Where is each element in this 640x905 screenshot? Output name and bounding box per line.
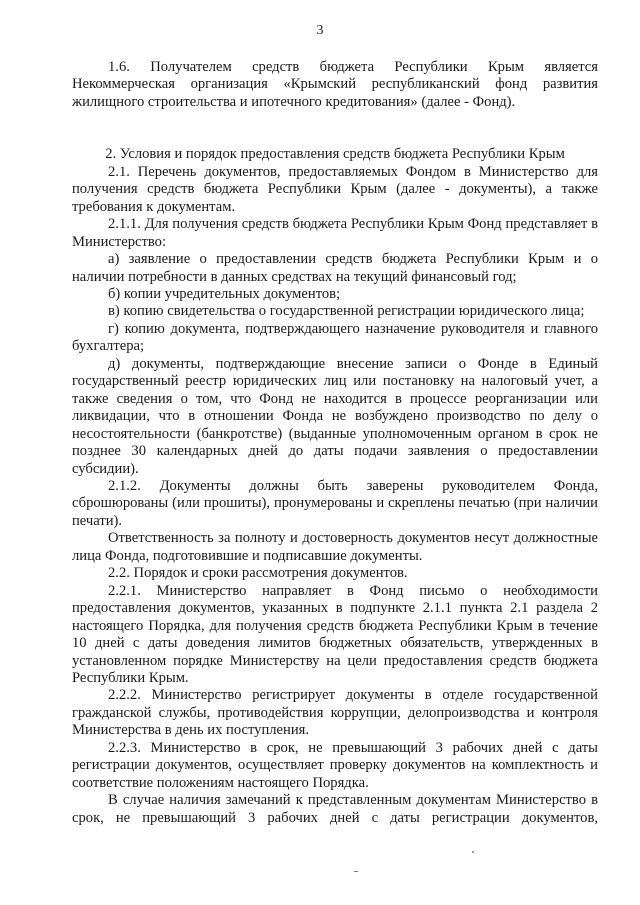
paragraph-remarks: В случае наличия замечаний к представленным документам Министерство в срок, не превышающий 3 рабочих дней с даты регистрации документов, bbox=[72, 792, 598, 826]
paragraph-2-1-2: 2.1.2. Документы должны быть заверены руководителем Фонда, сброшюрованы (или прошиты), пронумерованы и скреплены печатью (при наличии печати). bbox=[72, 477, 598, 529]
paragraph-2-2-2: 2.2.2. Министерство регистрирует документы в отделе государственной гражданской службы, противодействия коррупции, делопроизводства и контроля Министерства в день их поступления. bbox=[72, 687, 598, 739]
paragraph-responsibility: Ответственность за полноту и достоверность документов несут должностные лица Фонда, подготовившие и подписавшие документы. bbox=[72, 530, 598, 564]
paragraph-2-1-1: 2.1.1. Для получения средств бюджета Республики Крым Фонд представляет в Министерство: bbox=[72, 216, 598, 250]
paragraph-2-2-3: 2.2.3. Министерство в срок, не превышающий 3 рабочих дней с даты регистрации документов, осуществляет проверку документов на комплектность и соответствие положениям настоящего Порядка. bbox=[72, 739, 598, 791]
paragraph-2-1: 2.1. Перечень документов, предоставляемых Фондом в Министерство для получения средств бюджета Республики Крым (далее - документы), а также требования к документам. bbox=[72, 163, 598, 215]
scan-speck bbox=[354, 871, 358, 872]
list-item-b: б) копии учредительных документов; bbox=[108, 285, 341, 302]
section-2-heading: 2. Условия и порядок предоставления средств бюджета Республики Крым bbox=[105, 146, 565, 163]
list-item-a: а) заявление о предоставлении средств бюджета Республики Крым и о наличии потребности в данных средствах на текущий финансовый год; bbox=[72, 251, 598, 285]
list-item-g: г) копию документа, подтверждающего назначение руководителя и главного бухгалтера; bbox=[72, 320, 598, 355]
list-item-v: в) копию свидетельства о государственной регистрации юридического лица; bbox=[108, 303, 585, 320]
list-item-d: д) документы, подтверждающие внесение записи о Фонде в Единый государственный реестр юридических лиц или постановку на налоговый учет, а также сведения о том, что Фонд не находится в процессе реорганизации или ликвидации, что в отношении Фонда не возбуждено производство по делу о несостоятельности (банкротстве) (выданные уполномоченным органом в срок не позднее 30 календарных дней до даты подачи заявления о предоставлении субсидии). bbox=[72, 355, 598, 477]
page-number: 3 bbox=[316, 23, 324, 38]
paragraph-2-2-1: 2.2.1. Министерство направляет в Фонд письмо о необходимости предоставления документов, указанных в подпункте 2.1.1 пункта 2.1 раздела 2 настоящего Порядка, для получения средств бюджета Республики Крым в течение 10 дней с даты доведения лимитов бюджетных обязательств, утвержденных в установленном порядке Министерству на цели предоставления средств бюджета Республики Крым. bbox=[72, 582, 598, 686]
paragraph-2-2: 2.2. Порядок и сроки рассмотрения документов. bbox=[108, 565, 408, 582]
document-body bbox=[72, 59, 598, 827]
scan-speck bbox=[472, 851, 474, 853]
paragraph-1-6: 1.6. Получателем средств бюджета Республики Крым является Некоммерческая организация «Крымский республиканский фонд развития жилищного строительства и ипотечного кредитования» (далее - Фонд). bbox=[72, 59, 598, 110]
